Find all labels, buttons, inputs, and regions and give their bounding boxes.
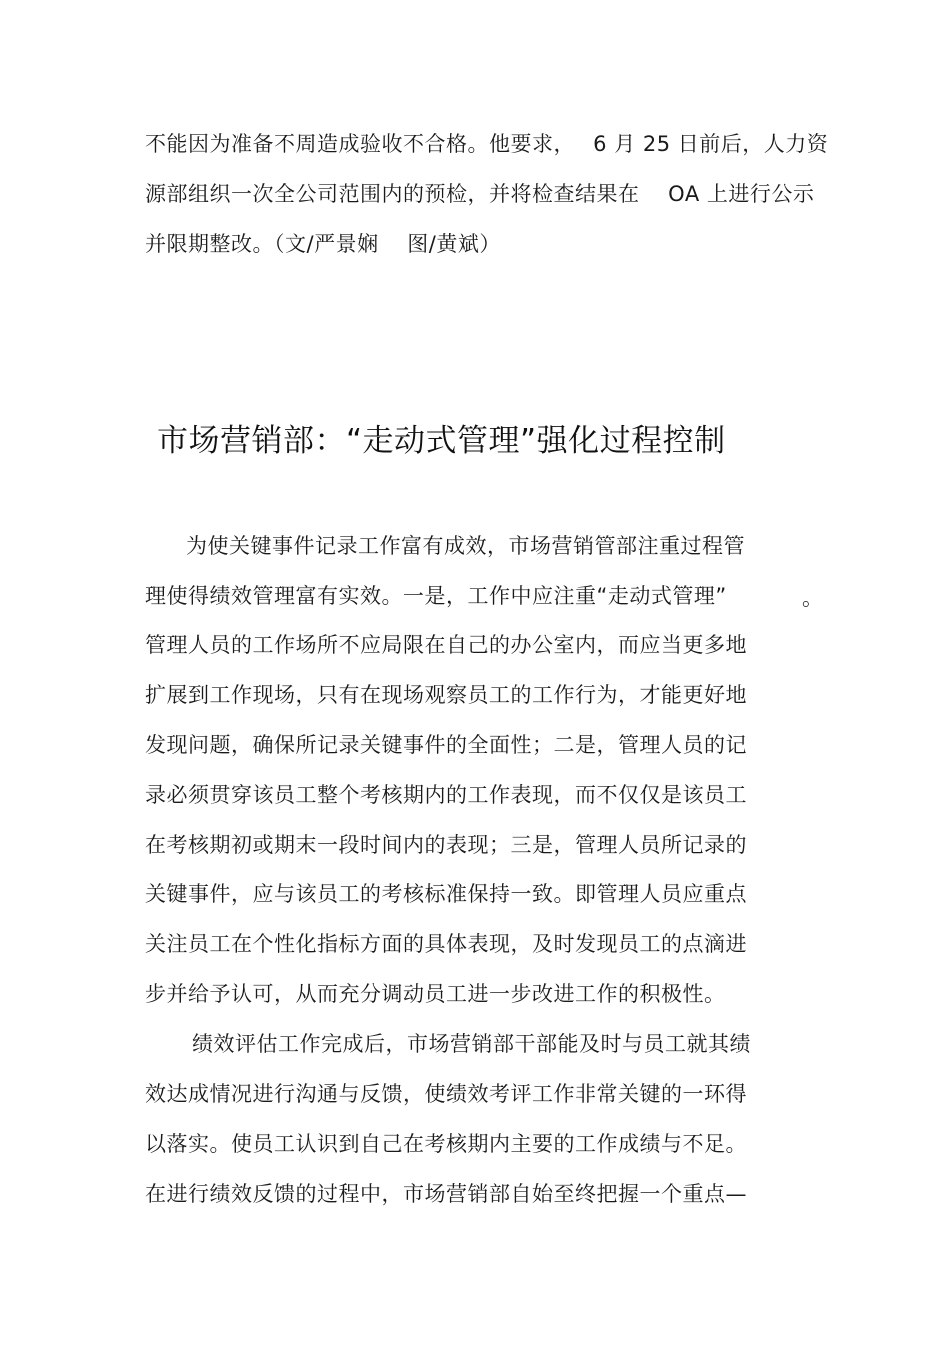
- top-text-line-2: 源部组织一次全公司范围内的预检，并将检查结果在 OA 上进行公示: [145, 182, 815, 206]
- top-text-line-3: 并限期整改。（文/严景娴 图/黄斌）: [145, 232, 501, 256]
- paragraph2-line-1: 绩效评估工作完成后，市场营销部干部能及时与员工就其绩: [192, 1032, 751, 1056]
- paragraph1-line-8: 关键事件，应与该员工的考核标准保持一致。即管理人员应重点: [145, 882, 747, 906]
- paragraph1-line-1: 为使关键事件记录工作富有成效，市场营销管部注重过程管: [186, 534, 745, 558]
- paragraph1-line-4: 扩展到工作现场，只有在现场观察员工的工作行为，才能更好地: [145, 683, 747, 707]
- paragraph2-line-2: 效达成情况进行沟通与反馈，使绩效考评工作非常关键的一环得: [145, 1082, 747, 1106]
- paragraph1-line-6: 录必须贯穿该员工整个考核期内的工作表现，而不仅仅是该员工: [145, 783, 747, 807]
- top-text-line-1: 不能因为准备不周造成验收不合格。他要求， 6 月 25 日前后，人力资: [145, 132, 829, 156]
- paragraph1-line-2: 理使得绩效管理富有实效。一是，工作中应注重“走动式管理”: [145, 584, 727, 608]
- paragraph1-line-3: 管理人员的工作场所不应局限在自己的办公室内，而应当更多地: [145, 633, 747, 657]
- paragraph2-line-3: 以落实。使员工认识到自己在考核期内主要的工作成绩与不足。: [145, 1132, 747, 1156]
- article-title: 市场营销部：“走动式管理”强化过程控制: [157, 423, 726, 459]
- paragraph1-trailing-period: 。: [802, 586, 823, 610]
- paragraph1-line-5: 发现问题，确保所记录关键事件的全面性；二是，管理人员的记: [145, 733, 747, 757]
- paragraph1-line-9: 关注员工在个性化指标方面的具体表现，及时发现员工的点滴进: [145, 932, 747, 956]
- paragraph1-line-7: 在考核期初或期末一段时间内的表现；三是，管理人员所记录的: [145, 833, 747, 857]
- paragraph1-line-10: 步并给予认可，从而充分调动员工进一步改进工作的积极性。: [145, 982, 726, 1006]
- paragraph2-line-4: 在进行绩效反馈的过程中，市场营销部自始至终把握一个重点—: [145, 1182, 747, 1206]
